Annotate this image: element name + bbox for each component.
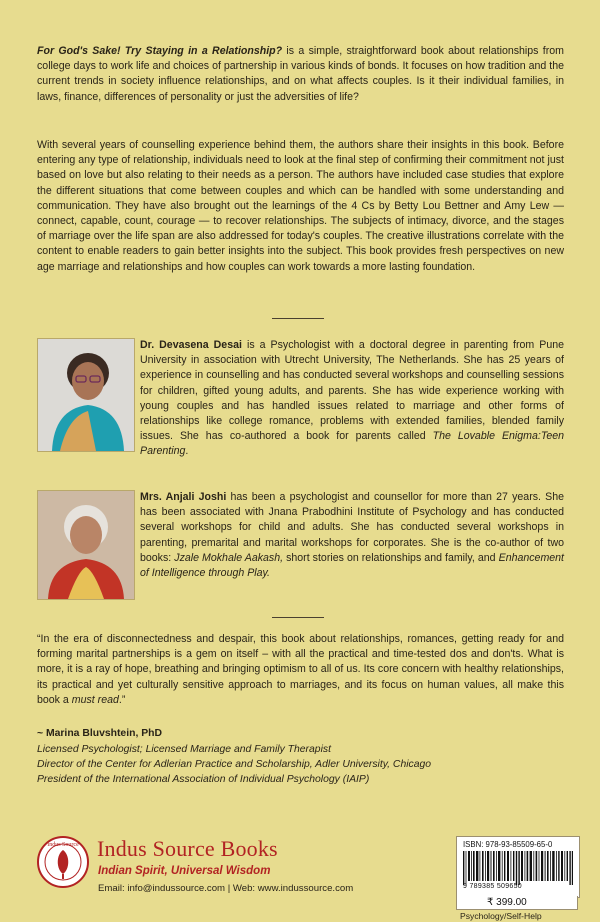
- author-name: Dr. Devasena Desai: [140, 339, 242, 351]
- endorser-credential: President of the International Association of Individual Psychology (IAIP): [37, 774, 370, 785]
- portrait-illustration: [38, 339, 134, 451]
- endorsement-quote: [37, 632, 564, 708]
- barcode-panel: [456, 836, 580, 898]
- author-bio-text: has been a psychologist and counsellor for more than 27 years. She has been associated with Jnana Prabodhini Institute of Psychology and has conducted several workshops for child and adults. She has conducted several workshops in parenting, premarital and marital workshops for corporates. She is the co-author of two books:: [140, 491, 564, 564]
- logo-text: Indus Source: [47, 842, 79, 848]
- blurb-paragraph-1: [37, 44, 564, 105]
- publisher-tagline: Indian Spirit, Universal Wisdom: [98, 865, 271, 877]
- portrait-illustration: [38, 491, 134, 599]
- author-photo-devasena: [37, 338, 135, 452]
- quote-text: “In the era of disconnectedness and despair, this book about relationships, romances, getting ready for and forming marital partnerships is a gem on itself – with all the practical and time-tested dos and don'ts. What is more, it is a ray of hope, breathing and bringing optimism to all of us. Its core concern with healthy relationships, its practical and yet culturally sensitive approach to marriages, and its focus on human values, all make this book a: [37, 633, 564, 706]
- endorser-credential: Director of the Center for Adlerian Practice and Scholarship, Adler University, Chicago: [37, 759, 432, 770]
- divider: [272, 318, 324, 319]
- author-bio-text: is a Psychologist with a doctoral degree in parenting from Pune University in association with Utrecht University, The Netherlands. She has 25 years of experience in counselling and has conducted several workshops and counselling sessions for children, gifted young adults, and parents. She has wide experience working with young couples and has handled issues related to marriage and other forms of relationships like college romance, problems with extended families, blended family issues. She has co-authored a book for parents called: [140, 339, 564, 443]
- book-title: For God's Sake! Try Staying in a Relationship?: [37, 45, 283, 57]
- bio-end: .: [185, 445, 189, 458]
- author-bio-devasena: [140, 338, 564, 460]
- quote-emphasis: must read: [71, 693, 119, 706]
- quote-end: .”: [118, 693, 126, 706]
- divider: [272, 617, 324, 618]
- author-bio-text: short stories on relationships and family, and: [283, 551, 499, 564]
- publisher-name: Indus Source Books: [97, 836, 278, 861]
- blurb-paragraph-2: With several years of counselling experience behind them, the authors share their insights in this book. Before entering any type of relationship, individuals need to look at the final step of confirming their commitment not just based on love but also relating to their needs as a person. The authors have included case studies that explore the different situations that come between couples and which can be handled with some understanding and communication. They have also brought out the learnings of the 4 Cs by Betty Lou Bettner and Amy Lew — connect, capable, count, courage — to recover relationships. The subjects of intimacy, divorce, and the stages of marriage over the life span are also addressed for today's couples. The creative illustrations correlate with the content to enable readers to gain better insights into the subject. This book provides fresh perspectives on new age marriage and relationships and how couples can work towards a more lasting foundation.: [37, 139, 564, 273]
- barcode-digits: 9 789385 509650: [463, 883, 522, 890]
- price-label: ₹ 399.00: [456, 896, 578, 910]
- isbn-label: ISBN: 978-93-85509-65-0: [463, 840, 553, 849]
- publisher-logo: [36, 835, 90, 889]
- publisher-contact: Email: info@indussource.com | Web: www.indussource.com: [98, 883, 354, 894]
- author-bio-anjali: [140, 490, 564, 581]
- endorser-credential: Licensed Psychologist; Licensed Marriage and Family Therapist: [37, 744, 331, 755]
- endorser-name: ~ Marina Bluvshtein, PhD: [37, 728, 163, 739]
- author-name: Mrs. Anjali Joshi: [140, 491, 227, 503]
- blurb-text-1: is a simple, straightforward book about relationships from college days to work life and choices of partnership in various kinds of bonds. It focuses on how tradition and the current trends in society influence relationships, and on what affects couples. Is it their individual families, in laws, finance, differences of personality or just the adversities of life?: [37, 45, 564, 103]
- book-reference: Enhancement of Intelligence through Play.: [140, 551, 564, 580]
- book-reference: The Lovable Enigma:Teen Parenting: [140, 430, 564, 458]
- book-reference: Jzale Mokhale Aakash,: [174, 551, 284, 564]
- barcode-icon: [463, 851, 573, 885]
- endorser-block: [37, 726, 564, 787]
- author-photo-anjali: [37, 490, 135, 600]
- category-label: Psychology/Self-Help: [460, 911, 542, 921]
